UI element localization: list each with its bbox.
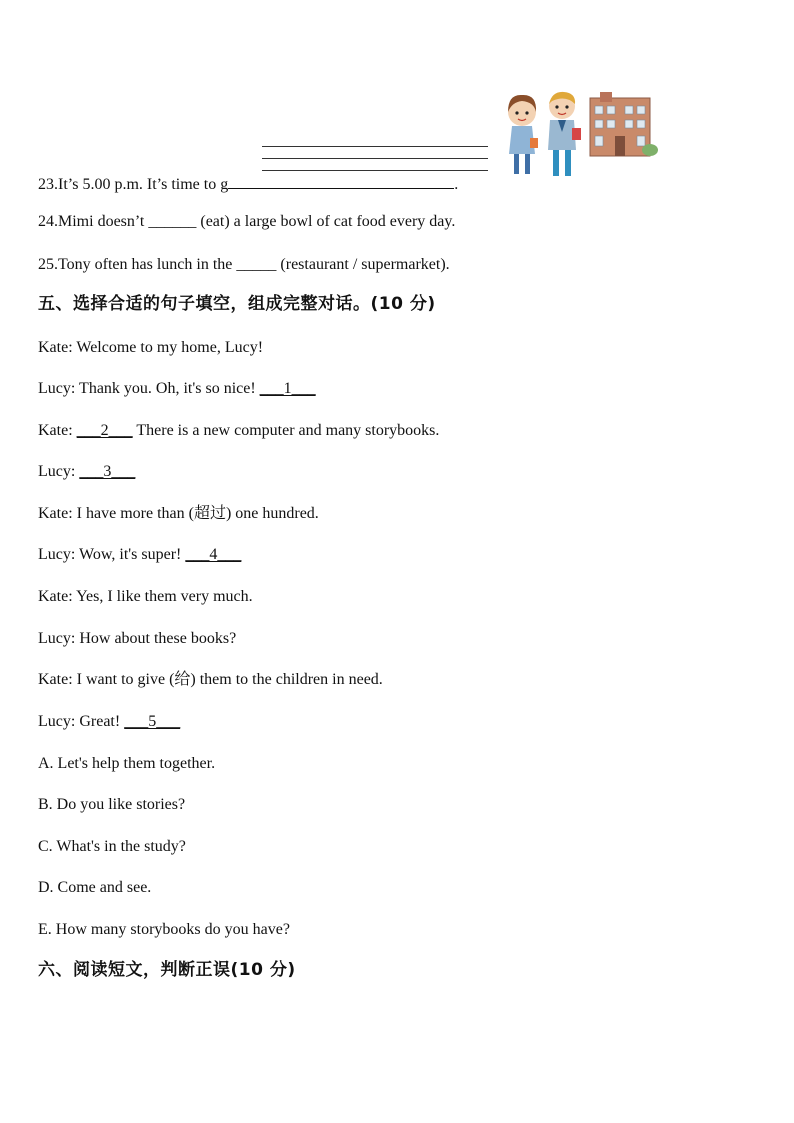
section-6-heading: 六、阅读短文，判断正误(10 分) — [38, 960, 296, 980]
dialogue-line — [38, 670, 383, 690]
question-24-blank[interactable]: ______ — [148, 213, 197, 230]
option-e: E. How many storybooks do you have? — [38, 921, 290, 938]
speaker: Lucy: — [38, 380, 76, 397]
dialogue-text: Wow, it's super! — [75, 546, 186, 563]
answer-line-3 — [262, 170, 488, 171]
dialogue-text: Yes, I like them very much. — [72, 588, 253, 605]
question-24 — [38, 212, 455, 232]
question-23 — [38, 172, 458, 195]
question-23-text: 23.It’s 5.00 p.m. It’s time to g — [38, 176, 229, 193]
option-d: D. Come and see. — [38, 879, 152, 896]
question-23-end: . — [454, 176, 459, 193]
dialogue-text: I want to give (给) them to the children in need. — [72, 671, 383, 688]
dialogue-text: I have more than (超过) one hundred. — [72, 505, 319, 522]
question-24-after: (eat) a large bowl of cat food every day. — [196, 213, 456, 230]
dialogue-line — [38, 462, 135, 482]
section-5-heading: 五、选择合适的句子填空，组成完整对话。(10 分) — [38, 294, 436, 314]
answer-line-2 — [262, 158, 488, 159]
dialogue-line — [38, 545, 241, 565]
dialogue-blank-3[interactable]: ___3___ — [79, 463, 136, 480]
dialogue-text: Great! — [75, 713, 125, 730]
option-b: B. Do you like stories? — [38, 796, 186, 813]
speaker: Lucy: — [38, 546, 76, 563]
question-24-before: 24.Mimi doesn’t — [38, 213, 149, 230]
option-c: C. What's in the study? — [38, 838, 186, 855]
option-a: A. Let's help them together. — [38, 755, 216, 772]
question-25-before: 25.Tony often has lunch in the — [38, 256, 237, 273]
dialogue-line — [38, 379, 316, 399]
question-25-blank[interactable]: _____ — [236, 256, 277, 273]
speaker: Lucy: — [38, 463, 76, 480]
dialogue-line — [38, 504, 319, 524]
dialogue-text: There is a new computer and many storybooks. — [132, 422, 440, 439]
question-23-answer-blank[interactable] — [228, 172, 454, 189]
answer-line-1 — [262, 146, 488, 147]
dialogue-line — [38, 712, 180, 732]
dialogue-line — [38, 587, 253, 607]
speaker: Kate: — [38, 422, 73, 439]
speaker: Kate: — [38, 339, 73, 356]
dialogue-blank-4[interactable]: ___4___ — [185, 546, 242, 563]
dialogue-text: Thank you. Oh, it's so nice! — [75, 380, 260, 397]
students-school-illustration — [500, 86, 660, 186]
dialogue-blank-1[interactable]: ___1___ — [259, 380, 316, 397]
speaker: Kate: — [38, 671, 73, 688]
dialogue-blank-2[interactable]: ___2___ — [76, 422, 133, 439]
speaker: Lucy: — [38, 713, 76, 730]
speaker: Lucy: — [38, 630, 76, 647]
question-25-after: (restaurant / supermarket). — [276, 256, 450, 273]
dialogue-text: How about these books? — [75, 630, 237, 647]
question-25 — [38, 255, 450, 275]
speaker: Kate: — [38, 588, 73, 605]
dialogue-line — [38, 421, 439, 441]
dialogue-blank-5[interactable]: ___5___ — [124, 713, 181, 730]
dialogue-line — [38, 338, 263, 358]
speaker: Kate: — [38, 505, 73, 522]
dialogue-text: Welcome to my home, Lucy! — [72, 339, 264, 356]
dialogue-line — [38, 629, 236, 649]
